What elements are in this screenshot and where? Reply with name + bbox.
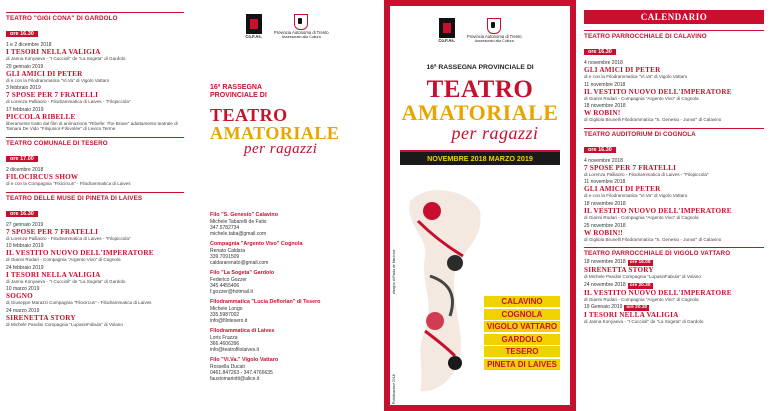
section-title: TEATRO PARROCCHIALE DI VIGOLO VATTARO [584,250,731,258]
calendar-header: CALENDARIO [584,10,764,24]
title-amatoriale: AMATORIALE [210,123,340,143]
cover-credit: disegno di Paola de Manincor [392,249,396,294]
event-company: di Lorenza Palliaoro - Filodrammatica di Laives - "Filopiccola" [584,171,709,177]
logos-row [192,14,382,40]
contact-block [210,328,378,353]
contact-line: 345.4455406 [210,283,240,289]
contact-line: caldararenato@gmail.com [210,260,269,266]
cover-cofas-logo [438,18,455,43]
cover-illustration [400,181,490,396]
section-title: TEATRO DELLE MUSE DI PINETA DI LAIVES [6,194,143,202]
event-date-row [584,282,764,289]
event-title: SIRENETTA STORY [584,266,654,275]
section-header [584,30,764,58]
cover-publication-note: Pubblicazione 2018 [392,374,396,404]
contact-line: 0461.847263 - 347.4766635 [210,370,273,376]
event-title: FILOCIRCUS SHOW [6,172,79,181]
section-header [6,137,184,165]
edition-line-2: PROVINCIALE DI [210,92,267,99]
event-title: SIRENETTA STORY [6,313,76,322]
event-time-badge: ore 16.00 [629,260,651,266]
calendar-sections [578,30,770,325]
event-title: IL VESTITO NUOVO DELL'IMPERATORE [6,249,154,258]
event-company: di Michele Pandini Compagnia "LupusinFabula" di Volano [584,274,701,280]
event-title: IL VESTITO NUOVO DELL'IMPERATORE [584,87,732,96]
contact-line: faustomariotti@alice.it [210,376,260,382]
contact-line: f.gozzer@hotmail.it [210,289,253,295]
cover-logos-row [390,18,570,44]
event-company: di e con la Filodrammatica "Vi.Va" di Vigolo Vattaro [6,77,110,83]
event-title: GLI AMICI DI PETER [584,66,661,74]
contact-line: Federico Gozzer [210,277,247,283]
contact-block [210,270,378,295]
cover-edition: 16ª RASSEGNA PROVINCIALE DI [426,64,534,71]
event-title: I TESORI NELLA VALIGIA [6,270,101,279]
event-company: di Gianni Rodari - Compagnia "Argento Vivo" di Cognola [6,257,121,263]
event-date-row [584,304,764,311]
event-item [584,282,764,303]
event-item [6,265,184,285]
event-company: liberamente tratto dal film di animazione "Ribelle: The Brave" adattamento teatrale di Tamara De Vido "Filojunior-Filovolée" di Levico Terme [6,120,178,132]
event-item [584,259,764,280]
location-label: CALAVINO [484,296,560,307]
section-time-badge: ore 17.00 [6,156,38,162]
event-item [584,82,764,102]
event-company: di Gianni Rodari - Compagnia "Argento Vivo" di Cognola [584,95,699,101]
event-title: W ROBIN!! [584,228,624,237]
event-company: di Michele Pandini Compagnia "LupusinFabula" di Volano [6,321,123,327]
event-date: 24 marzo 2019 [6,307,40,314]
event-item [584,304,764,325]
contact-line: Renato Caldara [210,248,246,254]
program-section [578,247,770,325]
cover-title-teatro: TEATRO [426,76,534,103]
event-date: 24 febbraio 2019 [6,264,44,271]
cover-cofas-label: Co.F.As. [438,38,455,43]
program-section [578,128,770,242]
section-time-badge: ore 16.30 [6,31,38,37]
cover-title-amatoriale: AMATORIALE [401,100,559,125]
event-company: di Gianni Rodari - Compagnia "Argento Vivo" di Cognola [584,214,699,220]
contact-heading: Filodrammatica di Laives [210,328,275,334]
cover-provincia-logo [467,18,522,44]
event-item [6,107,184,132]
contact-heading: Filo "La Sogeta" Gardolo [210,270,275,276]
event-item [6,42,184,62]
contact-heading: Compagnia "Argento Vivo" Cognola [210,241,303,247]
event-item [6,243,184,263]
event-title: I TESORI NELLA VALIGIA [6,48,101,56]
contact-line: 366.4606396 [210,341,240,347]
event-date: 25 novembre 2018 [584,222,626,229]
event-company: di Janna Konyaeva - "I Cuccioli" de "La Sogeta" di Gardolo [6,56,126,61]
cover-dates-banner: NOVEMBRE 2018 MARZO 2019 [400,150,560,165]
section-time-badge: ore 16.30 [6,211,38,217]
program-section [578,30,770,123]
cofas-mark-icon [246,14,262,34]
event-title: PICCOLA RIBELLE [6,112,76,121]
event-item [584,103,764,123]
event-date: 11 novembre 2018 [584,179,626,186]
event-item [6,85,184,105]
event-company: di e con la Filodrammatica "Vi.Va" di Vigolo Vattaro [584,193,688,199]
event-company: di e con la Compagnia "Filocircus" - Filodrammatica di Laives [6,180,131,186]
event-time-badge: ore 20.30 [626,305,648,311]
location-label: PINETA DI LAIVES [484,359,560,370]
contact-line: 335.5987002 [210,312,240,318]
section-time-badge: ore 16.30 [584,49,616,55]
contacts-list [210,212,378,386]
edition-line-1: 16ª RASSEGNA [210,84,262,91]
event-date-row [584,259,764,266]
event-company: di Giuseppe Marazzi Compagnia "Filocircus" - Filodrammatica di Laives [6,300,152,306]
cover-provincia-shield-icon [487,18,501,34]
event-title: SOGNO [6,292,33,301]
contact-heading: Filodrammatica "Lucia Deflorian" di Tesero [210,299,321,305]
event-title: IL VESTITO NUOVO DELL'IMPERATORE [584,206,732,215]
section-header [6,12,184,40]
section-header [584,247,764,257]
section-header [584,128,764,156]
contact-heading: Filo "Vi.Va." Vigolo Vattaro [210,357,279,363]
program-section [0,192,190,328]
contact-block [210,241,378,266]
event-company: di Janna Konyaeva - "I Cuccioli" de "La Sogeta" di Gardolo [6,278,126,284]
title-teatro: TEATRO [210,105,288,125]
event-date: 4 novembre 2018 [584,60,623,66]
event-date: 17 febbraio 2019 [6,106,44,113]
provincia-logo [274,14,329,40]
location-label: VIGOLO VATTARO [484,321,560,332]
contact-line: 339.7091509 [210,254,240,260]
event-date: 18 novembre 2018 [584,259,626,266]
event-title: 7 SPOSE PER 7 FRATELLI [584,163,677,172]
event-date: 1 e 2 dicembre 2018 [6,42,52,48]
contact-line: michele.taba@gmail.com [210,231,267,237]
section-title: TEATRO "GIGI CONA" DI GARDOLO [6,15,118,22]
contact-line: Michele Longo [210,306,243,312]
panel-calendar [578,0,770,411]
event-date: 2 dicembre 2018 [6,166,44,173]
event-date: 18 novembre 2018 [584,200,626,207]
panel-cover [384,0,576,411]
contact-heading: Filo "S. Genesio" Calavino [210,212,279,218]
event-company: di Lorenza Palliaoro - Filodrammatica di Laives - "Filopiccola" [6,99,131,105]
contact-line: Loris Frazza [210,335,238,341]
section-title: TEATRO COMUNALE DI TESERO [6,139,108,147]
event-company: di Janna Konyaeva - "I Cuccioli" de "La Sogeta" di Gardolo [584,319,704,325]
section-time-badge: ore 16.30 [584,147,616,153]
event-date: 20 gennaio 2019 [6,63,44,70]
contact-line: Rossella Ducati [210,364,245,370]
event-company: di Gianni Rodari - Compagnia "Argento Vivo" di Cognola [584,296,699,302]
event-date: 4 novembre 2018 [584,157,623,164]
location-label: TESERO [484,346,560,357]
event-title: 7 SPOSE PER 7 FRATELLI [6,91,99,100]
location-label: COGNOLA [484,309,560,320]
cover-title-per-ragazzi: per ragazzi [451,123,539,143]
section-header [6,192,184,220]
section-title: TEATRO AUDITORIUM DI COGNOLA [584,130,696,138]
contact-block [210,299,378,324]
provincia-shield-icon [294,14,308,30]
contact-line: 347.5782734 [210,225,240,231]
title-block-small [210,84,382,157]
event-date: 19 Gennaio 2019 [584,304,623,311]
event-title: GLI AMICI DI PETER [6,69,83,78]
event-item [6,167,184,187]
event-item [584,60,764,80]
panel-title-contacts [192,0,382,411]
event-item [584,223,764,243]
location-label: GARDOLO [484,334,560,345]
event-company: di e con la Filodrammatica "Vi.Va" di Vigolo Vattaro [584,74,688,79]
event-item [584,158,764,178]
program-section [0,137,190,187]
program-section [0,12,190,132]
event-company: di Gigliola Brunelli Filodrammatica "S. Genesio - Junior" di Calavino [584,117,722,123]
cover-card [390,6,570,405]
event-item [6,64,184,84]
event-item [584,201,764,221]
event-title: IL VESTITO NUOVO DELL'IMPERATORE [584,288,732,297]
title-per-ragazzi: per ragazzi [244,141,318,157]
event-title: 7 SPOSE PER 7 FRATELLI [6,227,99,236]
cover-assessorato-label: Assessorato alla Cultura [474,39,514,43]
event-title: GLI AMICI DI PETER [584,185,661,194]
contact-line: info@teatrofilolaives.it [210,347,259,353]
cover-cofas-mark-icon [439,18,455,38]
event-company: di Lorenza Palliaoro - Filodrammatica di Laives - "Filopiccola" [6,235,131,241]
contact-line: Michele Tabarelli de Fatis [210,219,267,225]
event-item [6,286,184,306]
event-date: 27 gennaio 2019 [6,221,44,228]
event-item [6,308,184,328]
assessorato-label: Assessorato alla Cultura [281,35,321,39]
panel-program-left [0,0,190,411]
cofas-logo [245,14,262,39]
event-date: 10 febbraio 2019 [6,243,44,250]
event-title: W ROBIN! [584,109,621,118]
contact-line: info@filotesero.it [210,318,248,324]
contact-block [210,212,378,237]
event-date: 18 novembre 2018 [584,103,626,110]
cofas-label: Co.F.As. [245,34,262,39]
event-title: I TESORI NELLA VALIGIA [584,311,679,320]
cover-provincia-label: Provincia Autonoma di Trento [466,34,522,39]
contact-block [210,357,378,382]
cover-locations [484,296,560,371]
event-item [584,179,764,199]
event-date: 11 novembre 2018 [584,81,626,88]
event-item [6,222,184,242]
event-date: 3 febbraio 2019 [6,85,41,92]
event-date: 10 marzo 2019 [6,286,40,293]
event-time-badge: ore 20.30 [629,282,651,288]
section-title: TEATRO PARROCCHIALE DI CALAVINO [584,33,707,40]
event-date: 24 novembre 2018 [584,281,626,288]
provincia-label: Provincia Autonoma di Trento [273,30,329,35]
event-company: di Gigliola Brunelli Filodrammatica "S. Genesio - Junior" di Calavino [584,236,722,242]
